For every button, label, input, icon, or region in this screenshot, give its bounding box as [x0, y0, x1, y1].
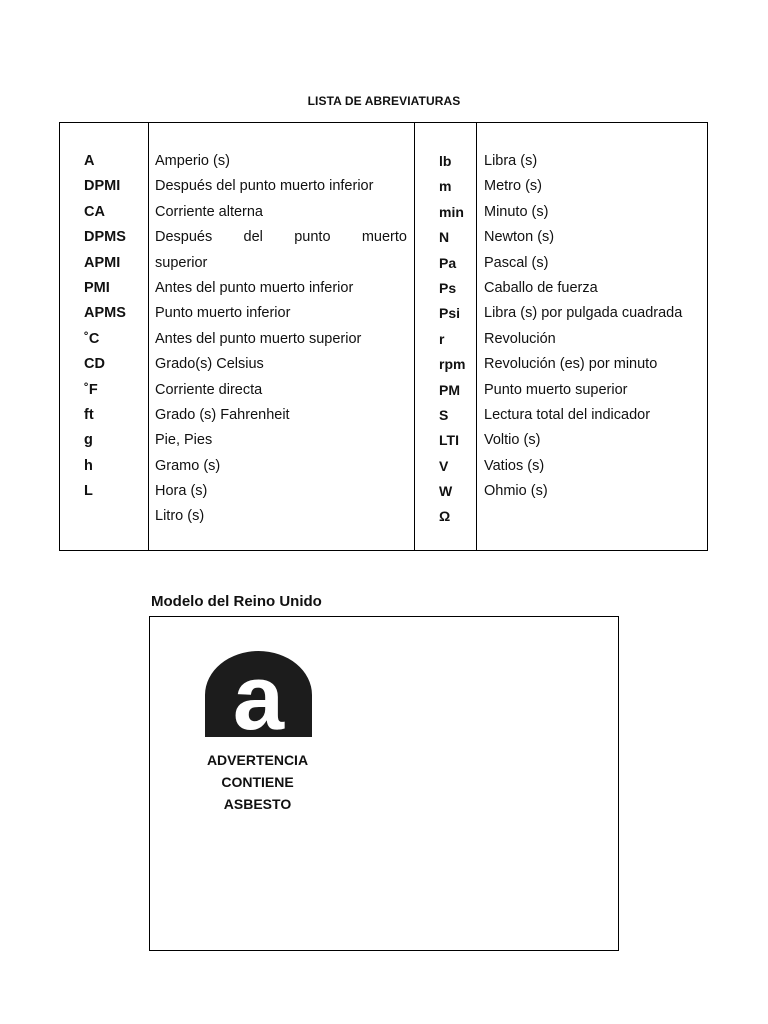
abbreviation-cell: Ps — [439, 279, 457, 296]
asbestos-warning — [190, 749, 325, 815]
abbreviation-cell: PM — [439, 381, 460, 398]
justified-word: del — [243, 229, 263, 246]
meaning-cell: superior — [155, 254, 208, 271]
meaning-cell: Metro (s) — [484, 178, 542, 195]
abbreviation-cell: DPMI — [84, 178, 121, 195]
abbreviation-cell: CA — [84, 203, 105, 220]
meaning-cell: Grado (s) Fahrenheit — [155, 406, 290, 423]
meaning-cell: Corriente directa — [155, 381, 263, 398]
meaning-cell: Punto muerto inferior — [155, 305, 291, 322]
meaning-cell: Revolución (es) por minuto — [484, 356, 658, 373]
meaning-cell: Hora (s) — [155, 483, 208, 500]
warning-line: ASBESTO — [223, 796, 292, 812]
meaning-cell: Grado(s) Celsius — [155, 356, 264, 373]
meaning-cell: Ohmio (s) — [484, 483, 548, 500]
meaning-cell: Pascal (s) — [484, 254, 549, 271]
abbreviation-cell: W — [439, 483, 453, 500]
abbreviation-cell: h — [84, 457, 93, 474]
asbestos-logo — [205, 651, 312, 737]
abbreviation-cell: min — [439, 203, 464, 220]
abbreviation-cell: V — [439, 457, 449, 474]
abbreviation-cell: ˚C — [84, 330, 100, 347]
meaning-cell: Vatios (s) — [484, 457, 545, 474]
logo-letter: a — [232, 651, 285, 737]
meaning-cell: Punto muerto superior — [484, 381, 628, 398]
meaning-cell: Caballo de fuerza — [484, 279, 598, 296]
abbreviation-cell: rpm — [439, 356, 466, 373]
meaning-cell: Voltio (s) — [484, 432, 541, 449]
abbreviation-cell: A — [84, 153, 95, 169]
table-divider — [148, 123, 149, 550]
meaning-cell-justified — [155, 225, 407, 250]
left-meanings-column — [155, 149, 407, 530]
meaning-cell: Pie, Pies — [155, 432, 213, 449]
meaning-cell: Antes del punto muerto inferior — [155, 279, 354, 296]
abbreviation-cell: LTI — [439, 432, 459, 449]
meaning-cell: Lectura total del indicador — [484, 406, 651, 423]
abbreviation-cell: m — [439, 178, 452, 195]
abbreviations-table — [59, 122, 708, 551]
document-title: LISTA DE ABREVIATURAS — [307, 94, 461, 108]
meaning-cell: Antes del punto muerto superior — [155, 330, 362, 347]
abbreviation-cell: Psi — [439, 305, 461, 322]
warning-line: CONTIENE — [221, 774, 294, 790]
model-title: Modelo del Reino Unido — [151, 593, 322, 610]
meaning-cell: Gramo (s) — [155, 457, 221, 474]
abbreviation-cell: APMI — [84, 254, 121, 271]
abbreviation-cell: DPMS — [84, 229, 126, 246]
abbreviation-cell: lb — [439, 153, 452, 169]
table-divider — [476, 123, 477, 550]
abbreviation-cell: APMS — [84, 305, 126, 322]
right-meanings-column — [484, 149, 682, 504]
warning-line: ADVERTENCIA — [206, 752, 309, 768]
meaning-cell: Libra (s) — [484, 153, 538, 169]
right-abbreviations-column — [439, 149, 465, 530]
justified-word: Después — [155, 229, 213, 246]
model-box — [149, 616, 619, 951]
meaning-cell: Después del punto muerto inferior — [155, 178, 374, 195]
abbreviation-cell: S — [439, 406, 449, 423]
abbreviation-cell: ft — [84, 406, 94, 423]
abbreviation-cell: L — [84, 483, 93, 500]
meaning-cell: Revolución — [484, 330, 556, 347]
abbreviation-cell: ˚F — [84, 381, 98, 398]
abbreviation-cell: Ω — [439, 508, 451, 525]
abbreviation-cell: N — [439, 229, 450, 246]
meaning-cell: Litro (s) — [155, 508, 205, 525]
justified-word: punto — [294, 229, 331, 246]
abbreviation-cell: r — [439, 330, 445, 347]
meaning-cell: Newton (s) — [484, 229, 555, 246]
justified-word: muerto — [361, 229, 407, 246]
abbreviation-cell: Pa — [439, 254, 457, 271]
table-divider — [414, 123, 415, 550]
abbreviation-cell: g — [84, 432, 93, 449]
meaning-cell: Amperio (s) — [155, 153, 230, 169]
abbreviation-cell: CD — [84, 356, 105, 373]
abbreviation-cell: PMI — [84, 279, 110, 296]
meaning-cell: Corriente alterna — [155, 203, 263, 220]
left-abbreviations-column — [84, 149, 126, 504]
meaning-cell: Minuto (s) — [484, 203, 549, 220]
meaning-cell: Libra (s) por pulgada cuadrada — [484, 305, 683, 322]
